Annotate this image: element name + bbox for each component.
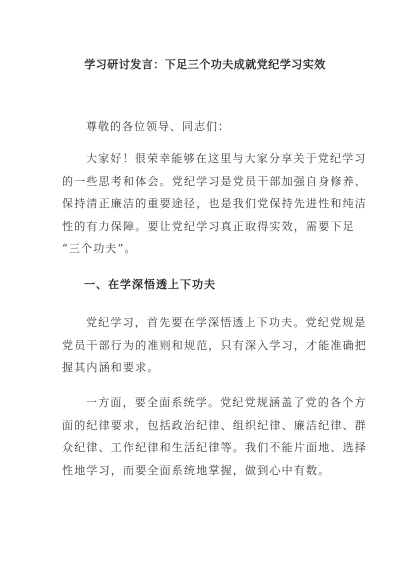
intro-line: 大家好！很荣幸能够在这里与大家分享关于党纪学习 [86,152,367,165]
paragraph-line: 众纪律、工作纪律和生活纪律等。我们不能片面地、选择 [62,441,367,454]
paragraph-line: 一方面，要全面系统学。党纪党规涵盖了党的各个方 [86,396,367,409]
intro-line: 的一些思考和体会。党纪学习是党员干部加强自身修养、 [62,174,367,188]
paragraph-line: 党员干部行为的准则和规范，只有深入学习，才能准确把 [62,338,367,352]
intro-paragraph [62,148,367,261]
paragraph-line: 性地学习，而要全面系统地掌握，做到心中有数。 [62,463,331,477]
intro-line: 性的有力保障。要让党纪学习真正取得实效，需要下足 [62,219,355,233]
section1-paragraph-1 [62,312,367,380]
intro-line: 保持清正廉洁的重要途径，也是我们党保持先进性和纯洁 [62,197,367,210]
salutation: 尊敬的各位领导、同志们： [86,120,230,133]
document-title: 学习研讨发言：下足三个功夫成就党纪学习实效 [84,58,326,71]
section1-paragraph-2 [62,392,367,482]
section-heading: 一、在学深悟透上下功夫 [84,278,216,291]
intro-line: “三个功夫”。 [62,242,137,255]
paragraph-line: 握其内涵和要求。 [62,361,160,374]
paragraph-line: 党纪学习，首先要在学深悟透上下功夫。党纪党规是 [86,316,367,329]
paragraph-line: 面的纪律要求，包括政治纪律、组织纪律、廉洁纪律、群 [62,418,367,432]
